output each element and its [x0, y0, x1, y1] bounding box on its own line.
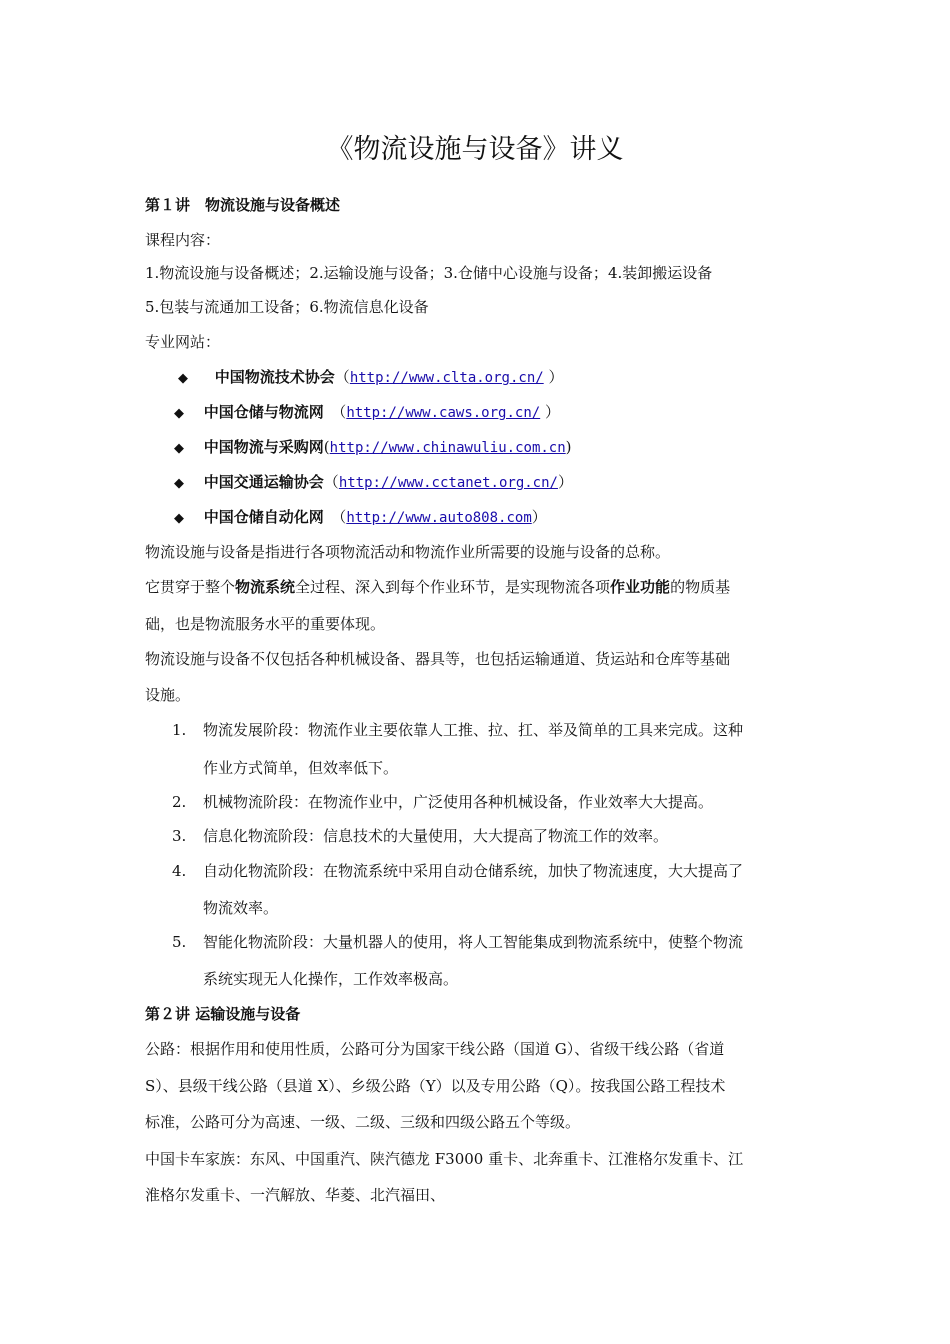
diamond-icon: ◆	[174, 511, 184, 526]
paragraph-scope-line-2: 设施。	[145, 686, 191, 704]
site-paren-open: （	[334, 368, 350, 386]
stage-text-line-1: 物流发展阶段：物流作业主要依靠人工推、拉、扛、举及简单的工具来完成。这种	[203, 721, 744, 739]
diamond-icon: ◆	[178, 371, 188, 386]
lecture1-heading: 第１讲 物流设施与设备概述	[145, 196, 341, 214]
site-paren-open: (	[323, 438, 330, 456]
trucks-line-1: 中国卡车家族：东风、中国重汽、陕汽德龙 F3000 重卡、北奔重卡、江淮格尔发重卡、江	[145, 1150, 744, 1168]
site-item	[178, 366, 563, 390]
site-name: 中国仓储与物流网	[203, 403, 324, 421]
course-label: 课程内容：	[145, 231, 221, 249]
highway-line-1: 公路：根据作用和使用性质，公路可分为国家干线公路（国道 G）、省级干线公路（省道	[145, 1040, 725, 1058]
text-run: 它贯穿于整个	[145, 578, 236, 596]
site-paren-close: ）	[543, 368, 564, 386]
site-item	[174, 471, 573, 495]
course-line-2: 5.包装与流通加工设备；6.物流信息化设备	[145, 298, 429, 316]
stage-text-line-1: 自动化物流阶段：在物流系统中采用自动仓储系统，加快了物流速度，大大提高了	[203, 862, 744, 880]
site-name: 中国物流技术协会	[214, 368, 335, 386]
site-item	[174, 506, 547, 530]
site-paren-open: （	[323, 508, 347, 526]
site-link[interactable]: http://www.clta.org.cn/	[349, 370, 544, 386]
site-paren-close: )	[565, 438, 572, 456]
site-paren-close: ）	[557, 473, 573, 491]
highway-line-3: 标准，公路可分为高速、一级、二级、三级和四级公路五个等级。	[145, 1113, 581, 1131]
emphasis-operation-function: 作业功能	[610, 578, 671, 596]
document-title: 《物流设施与设备》讲义	[326, 134, 624, 165]
site-paren-close: ）	[540, 403, 560, 421]
stage-text-line-1: 信息化物流阶段：信息技术的大量使用，大大提高了物流工作的效率。	[203, 827, 669, 845]
site-link[interactable]: http://www.cctanet.org.cn/	[338, 475, 558, 491]
paragraph-scope-line-1: 物流设施与设备不仅包括各种机械设备、器具等，也包括运输通道、货运站和仓库等基础	[145, 650, 731, 668]
diamond-icon: ◆	[174, 441, 184, 456]
site-paren-open: （	[323, 473, 339, 491]
site-link[interactable]: http://www.chinawuliu.com.cn	[329, 440, 566, 456]
stage-number: 2.	[172, 793, 187, 811]
course-line-1: 1.物流设施与设备概述；2.运输设施与设备；3.仓储中心设施与设备；4.装卸搬运设备	[145, 264, 713, 282]
highway-line-2: S）、县级干线公路（县道 X）、乡级公路（Y）以及专用公路（Q）。按我国公路工程技术	[145, 1077, 726, 1095]
site-paren-close: ）	[531, 508, 547, 526]
site-item	[174, 401, 560, 425]
stage-number: 3.	[172, 827, 187, 845]
emphasis-logistics-system: 物流系统	[235, 578, 296, 596]
paragraph-role-line-2: 础，也是物流服务水平的重要体现。	[145, 615, 386, 633]
text-run: 的物质基	[670, 578, 731, 596]
site-item	[174, 436, 572, 460]
site-link[interactable]: http://www.auto808.com	[346, 510, 532, 526]
text-run: 全过程、深入到每个作业环节，是实现物流各项	[295, 578, 611, 596]
site-name: 中国交通运输协会	[203, 473, 324, 491]
site-paren-open: （	[323, 403, 347, 421]
site-name: 中国物流与采购网	[203, 438, 324, 456]
stage-number: 1.	[172, 721, 187, 739]
site-link[interactable]: http://www.caws.org.cn/	[346, 405, 541, 421]
stage-text-line-1: 智能化物流阶段：大量机器人的使用，将人工智能集成到物流系统中，使整个物流	[203, 933, 744, 951]
diamond-icon: ◆	[174, 476, 184, 491]
paragraph-role-line-1	[145, 576, 810, 598]
sites-label: 专业网站：	[145, 333, 221, 351]
site-name: 中国仓储自动化网	[203, 508, 324, 526]
trucks-line-2: 淮格尔发重卡、一汽解放、华菱、北汽福田、	[145, 1186, 446, 1204]
stage-text-line-1: 机械物流阶段：在物流作业中，广泛使用各种机械设备，作业效率大大提高。	[203, 793, 714, 811]
lecture2-heading: 第２讲 运输设施与设备	[145, 1005, 301, 1023]
stage-text-line-2: 系统实现无人化操作，工作效率极高。	[203, 970, 459, 988]
stage-text-line-2: 作业方式简单，但效率低下。	[203, 759, 399, 777]
stage-number: 5.	[172, 933, 187, 951]
stage-text-line-2: 物流效率。	[203, 899, 279, 917]
paragraph-definition: 物流设施与设备是指进行各项物流活动和物流作业所需要的设施与设备的总称。	[145, 543, 671, 561]
diamond-icon: ◆	[174, 406, 184, 421]
stage-number: 4.	[172, 862, 187, 880]
